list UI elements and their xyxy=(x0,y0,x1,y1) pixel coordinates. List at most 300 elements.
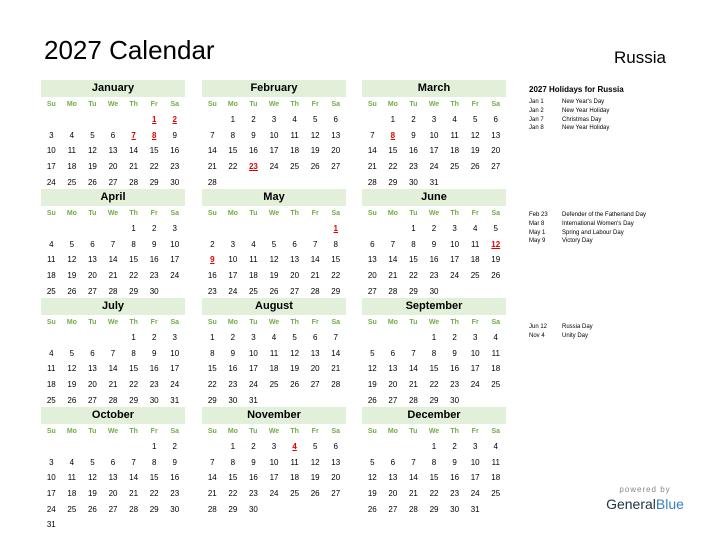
weekday-label: Su xyxy=(207,319,217,326)
empty-day-cell xyxy=(403,439,424,455)
day-cell: 7 xyxy=(110,348,116,358)
day-cell: 20 xyxy=(388,380,398,390)
day-cell: 27 xyxy=(331,489,341,499)
day-cell: 17 xyxy=(170,255,180,265)
day-cell: 28 xyxy=(129,504,139,514)
day-cell: 5 xyxy=(370,457,375,467)
day-cell: 19 xyxy=(367,489,377,499)
day-cell: 31 xyxy=(429,177,439,187)
day-cell: 16 xyxy=(248,146,258,156)
day-cell: 10 xyxy=(170,239,180,249)
week-row xyxy=(41,486,185,502)
weekday-label: We xyxy=(268,210,280,217)
week-row xyxy=(362,268,506,284)
week-row xyxy=(362,330,506,346)
weekday-label: Fr xyxy=(471,210,479,217)
day-cell: 1 xyxy=(131,333,136,342)
holiday-name: Christmas Day xyxy=(562,116,602,123)
day-cell: 12 xyxy=(87,146,97,156)
day-cell: 4 xyxy=(49,348,54,358)
empty-day-cell xyxy=(103,112,124,128)
month-july xyxy=(41,298,185,408)
day-cell: 18 xyxy=(46,271,56,281)
day-cell: 8 xyxy=(151,457,157,467)
day-cell: 29 xyxy=(408,286,418,296)
day-cell: 3 xyxy=(452,224,457,233)
day-cell: 16 xyxy=(207,271,217,281)
weekday-label: Th xyxy=(450,319,459,326)
weekday-label: We xyxy=(428,210,440,217)
weekday-label: We xyxy=(107,101,119,108)
day-cell: 7 xyxy=(110,239,116,249)
week-row xyxy=(41,377,185,393)
day-cell: 7 xyxy=(333,333,338,342)
day-cell: 4 xyxy=(251,239,256,249)
country-name: Russia xyxy=(614,48,666,67)
weekday-label: Mo xyxy=(66,101,77,108)
week-row xyxy=(41,439,185,455)
day-cell: 4 xyxy=(69,130,75,140)
weekday-label: Sa xyxy=(331,428,341,435)
day-cell: 8 xyxy=(230,457,236,467)
weekday-label: Su xyxy=(207,101,217,108)
day-cell: 23 xyxy=(450,489,460,499)
day-cell: 23 xyxy=(170,489,180,499)
day-cell: 27 xyxy=(87,286,97,296)
day-cell: 9 xyxy=(151,348,157,358)
month-november xyxy=(202,407,346,517)
day-cell: 30 xyxy=(450,395,460,405)
weekday-label: Th xyxy=(290,210,299,217)
weekday-label: Fr xyxy=(311,319,319,326)
weekday-label: Tu xyxy=(88,428,97,435)
weekday-label: Th xyxy=(290,101,299,108)
week-row xyxy=(202,128,346,144)
day-cell: 24 xyxy=(170,271,180,281)
holiday-entry xyxy=(529,107,699,116)
day-cell: 25 xyxy=(290,162,300,172)
day-cell: 23 xyxy=(450,380,460,390)
weekday-label: We xyxy=(428,428,440,435)
day-cell: 7 xyxy=(312,239,318,249)
weekday-label: Th xyxy=(129,210,138,217)
day-cell: 16 xyxy=(248,473,258,483)
day-cell: 25 xyxy=(269,380,279,390)
day-cell: 15 xyxy=(129,364,139,374)
day-cell: 3 xyxy=(472,333,478,342)
week-row xyxy=(202,143,346,159)
day-cell: 19 xyxy=(290,364,300,374)
day-cell: 22 xyxy=(149,489,159,499)
day-cell: 23 xyxy=(170,162,180,172)
day-cell: 5 xyxy=(493,224,498,233)
day-cell: 19 xyxy=(269,271,279,281)
day-cell: 16 xyxy=(149,364,159,374)
weekday-label: Fr xyxy=(471,101,479,108)
weekday-label: Sa xyxy=(331,319,341,326)
holiday-day-cell: 7 xyxy=(131,130,136,140)
day-cell: 25 xyxy=(248,286,258,296)
weekday-label: Mo xyxy=(387,101,398,108)
month-december xyxy=(362,407,506,517)
day-cell: 12 xyxy=(310,130,320,140)
weekday-label: Mo xyxy=(227,319,238,326)
day-cell: 22 xyxy=(228,162,238,172)
brand-general: General xyxy=(606,496,656,512)
holiday-date: Mar 8 xyxy=(529,220,545,227)
day-cell: 26 xyxy=(491,271,501,281)
holiday-group-q1 xyxy=(529,98,699,133)
empty-day-cell xyxy=(362,439,383,455)
day-cell: 9 xyxy=(452,457,457,467)
day-cell: 30 xyxy=(170,504,180,514)
day-cell: 20 xyxy=(87,271,97,281)
day-cell: 20 xyxy=(290,271,300,281)
day-cell: 9 xyxy=(411,130,416,140)
day-cell: 15 xyxy=(388,146,398,156)
day-cell: 7 xyxy=(411,457,416,467)
weekday-label: Sa xyxy=(170,210,180,217)
week-row xyxy=(202,502,346,518)
day-cell: 29 xyxy=(388,177,398,187)
day-cell: 29 xyxy=(129,286,139,296)
day-cell: 1 xyxy=(151,442,157,451)
weekday-label: Sa xyxy=(491,428,501,435)
month-title: May xyxy=(202,189,346,206)
holiday-date: May 9 xyxy=(529,238,546,245)
weekday-label: Fr xyxy=(311,210,319,217)
day-cell: 14 xyxy=(207,146,217,156)
day-cell: 15 xyxy=(429,473,439,483)
day-cell: 1 xyxy=(131,224,136,233)
holiday-name: New Year's Day xyxy=(562,99,605,105)
empty-day-cell xyxy=(144,517,165,533)
day-cell: 15 xyxy=(228,146,238,156)
day-cell: 20 xyxy=(388,489,398,499)
day-cell: 7 xyxy=(390,239,396,249)
weekday-label: Fr xyxy=(311,101,319,108)
day-cell: 26 xyxy=(269,286,279,296)
day-cell: 25 xyxy=(491,489,501,499)
month-february xyxy=(202,80,346,190)
weekday-label: Mo xyxy=(387,428,398,435)
day-cell: 14 xyxy=(408,473,418,483)
week-row xyxy=(202,377,346,393)
day-cell: 30 xyxy=(228,395,238,405)
brand-blue: Blue xyxy=(655,496,684,512)
month-title: December xyxy=(362,407,506,424)
weekday-label: Sa xyxy=(331,101,341,108)
day-cell: 31 xyxy=(470,504,480,514)
day-cell: 15 xyxy=(129,255,139,265)
day-cell: 7 xyxy=(210,457,215,467)
empty-day-cell xyxy=(123,112,144,128)
empty-day-cell xyxy=(82,517,103,533)
weekday-label: Fr xyxy=(471,319,479,326)
week-row xyxy=(202,455,346,471)
day-cell: 9 xyxy=(431,239,437,249)
day-cell: 8 xyxy=(431,457,437,467)
day-cell: 16 xyxy=(170,146,180,156)
day-cell: 17 xyxy=(228,271,238,281)
day-cell: 11 xyxy=(67,473,77,483)
empty-day-cell xyxy=(243,221,264,237)
day-cell: 22 xyxy=(149,162,159,172)
day-cell: 16 xyxy=(450,364,460,374)
day-cell: 10 xyxy=(450,239,460,249)
holiday-date: Nov 4 xyxy=(529,332,545,339)
day-cell: 27 xyxy=(290,286,300,296)
day-cell: 24 xyxy=(46,504,56,514)
day-cell: 29 xyxy=(207,395,217,405)
day-cell: 26 xyxy=(470,162,480,172)
weekday-header xyxy=(202,206,346,221)
day-cell: 14 xyxy=(207,473,217,483)
weekday-label: Tu xyxy=(88,101,97,108)
weekday-label: Sa xyxy=(491,101,501,108)
holiday-date: Jun 12 xyxy=(529,324,548,330)
weekday-label: We xyxy=(107,319,119,326)
day-cell: 11 xyxy=(67,146,77,156)
day-cell: 10 xyxy=(248,348,258,358)
day-cell: 11 xyxy=(47,364,56,374)
day-cell: 24 xyxy=(470,489,480,499)
day-cell: 27 xyxy=(310,380,320,390)
day-cell: 6 xyxy=(333,115,338,124)
week-row xyxy=(362,221,506,237)
weekday-label: Sa xyxy=(170,428,180,435)
day-cell: 21 xyxy=(408,489,418,499)
empty-day-cell xyxy=(485,502,506,518)
month-title: November xyxy=(202,407,346,424)
week-row xyxy=(41,361,185,377)
holiday-day-cell: 4 xyxy=(292,442,297,451)
day-cell: 24 xyxy=(429,162,439,172)
day-cell: 14 xyxy=(331,348,341,358)
day-cell: 10 xyxy=(46,473,56,483)
day-cell: 27 xyxy=(367,286,377,296)
day-cell: 24 xyxy=(470,380,480,390)
day-cell: 17 xyxy=(470,364,480,374)
weekday-label: Su xyxy=(367,210,377,217)
weekday-label: We xyxy=(107,210,119,217)
day-cell: 26 xyxy=(67,395,77,405)
day-cell: 3 xyxy=(49,130,54,140)
weekday-label: We xyxy=(107,428,119,435)
day-cell: 17 xyxy=(170,364,180,374)
day-cell: 1 xyxy=(390,115,396,124)
day-cell: 9 xyxy=(251,130,256,140)
day-cell: 17 xyxy=(46,162,56,172)
day-cell: 16 xyxy=(149,255,159,265)
day-cell: 13 xyxy=(388,364,398,374)
holiday-day-cell: 8 xyxy=(390,130,396,140)
day-cell: 14 xyxy=(408,364,418,374)
week-row xyxy=(362,346,506,362)
week-row xyxy=(41,502,185,518)
day-cell: 27 xyxy=(491,162,501,172)
empty-day-cell xyxy=(82,221,103,237)
day-cell: 7 xyxy=(370,130,375,140)
day-cell: 13 xyxy=(491,130,501,140)
day-cell: 2 xyxy=(210,239,215,249)
day-cell: 10 xyxy=(46,146,56,156)
day-cell: 21 xyxy=(207,162,217,172)
day-cell: 21 xyxy=(129,162,139,172)
holiday-entry xyxy=(529,220,699,229)
holiday-group-q3 xyxy=(529,323,699,341)
empty-day-cell xyxy=(103,439,124,455)
holiday-day-cell: 8 xyxy=(151,130,157,140)
day-cell: 12 xyxy=(310,457,320,467)
day-cell: 30 xyxy=(429,286,439,296)
day-cell: 9 xyxy=(452,348,457,358)
week-row xyxy=(202,237,346,253)
day-cell: 28 xyxy=(388,286,398,296)
day-cell: 2 xyxy=(151,224,157,233)
day-cell: 11 xyxy=(471,239,480,249)
day-cell: 17 xyxy=(248,364,258,374)
day-cell: 6 xyxy=(292,239,297,249)
day-cell: 1 xyxy=(411,224,416,233)
month-title: March xyxy=(362,80,506,97)
week-row xyxy=(202,486,346,502)
day-cell: 6 xyxy=(493,115,498,124)
day-cell: 2 xyxy=(411,115,416,124)
day-cell: 11 xyxy=(491,457,500,467)
weekday-header xyxy=(41,206,185,221)
day-cell: 21 xyxy=(108,380,118,390)
weekday-label: Su xyxy=(367,101,377,108)
day-cell: 27 xyxy=(388,395,398,405)
holiday-name: Spring and Labour Day xyxy=(562,229,624,236)
week-row xyxy=(41,455,185,471)
week-row xyxy=(202,470,346,486)
holiday-date: Jan 2 xyxy=(529,107,544,114)
week-row xyxy=(41,237,185,253)
holiday-name: Victory Day xyxy=(562,238,593,245)
day-cell: 16 xyxy=(429,255,439,265)
day-cell: 18 xyxy=(46,380,56,390)
weekday-label: Tu xyxy=(409,428,418,435)
day-cell: 4 xyxy=(493,333,498,342)
day-cell: 28 xyxy=(331,380,341,390)
day-cell: 8 xyxy=(333,239,338,249)
day-cell: 6 xyxy=(110,457,116,467)
day-cell: 24 xyxy=(269,489,279,499)
day-cell: 20 xyxy=(491,146,501,156)
day-cell: 18 xyxy=(67,489,77,499)
week-row xyxy=(202,159,346,175)
day-cell: 5 xyxy=(472,115,478,124)
holiday-date: Jan 7 xyxy=(529,116,544,123)
empty-day-cell xyxy=(284,502,305,518)
week-row xyxy=(41,346,185,362)
day-cell: 10 xyxy=(269,130,279,140)
day-cell: 14 xyxy=(108,255,118,265)
week-row xyxy=(202,361,346,377)
day-cell: 10 xyxy=(470,348,480,358)
weekday-label: Fr xyxy=(150,428,158,435)
day-cell: 22 xyxy=(129,380,139,390)
day-cell: 2 xyxy=(452,333,457,342)
day-cell: 13 xyxy=(290,255,300,265)
day-cell: 15 xyxy=(149,473,159,483)
day-cell: 20 xyxy=(310,364,320,374)
day-cell: 23 xyxy=(149,380,159,390)
day-cell: 26 xyxy=(87,504,97,514)
day-cell: 19 xyxy=(87,489,97,499)
day-cell: 13 xyxy=(388,473,398,483)
day-cell: 21 xyxy=(388,271,398,281)
empty-day-cell xyxy=(103,330,124,346)
day-cell: 29 xyxy=(149,504,159,514)
day-cell: 4 xyxy=(452,115,457,124)
day-cell: 25 xyxy=(67,504,77,514)
day-cell: 21 xyxy=(108,271,118,281)
day-cell: 28 xyxy=(207,177,217,187)
day-cell: 8 xyxy=(131,348,136,358)
month-august xyxy=(202,298,346,408)
day-cell: 12 xyxy=(67,364,77,374)
weekday-label: Su xyxy=(46,428,56,435)
day-cell: 20 xyxy=(331,473,341,483)
day-cell: 15 xyxy=(331,255,341,265)
holiday-name: New Year Holiday xyxy=(562,107,610,114)
day-cell: 13 xyxy=(331,457,341,467)
empty-day-cell xyxy=(82,439,103,455)
day-cell: 16 xyxy=(170,473,180,483)
day-cell: 10 xyxy=(269,457,279,467)
day-cell: 3 xyxy=(472,442,478,451)
day-cell: 10 xyxy=(170,348,180,358)
week-row xyxy=(41,143,185,159)
holiday-name: Russia Day xyxy=(562,324,593,330)
day-cell: 18 xyxy=(290,473,300,483)
empty-day-cell xyxy=(82,330,103,346)
weekday-label: Tu xyxy=(409,210,418,217)
weekday-label: Fr xyxy=(150,101,158,108)
day-cell: 30 xyxy=(408,177,418,187)
day-cell: 27 xyxy=(108,504,118,514)
day-cell: 28 xyxy=(129,177,139,187)
week-row xyxy=(41,268,185,284)
day-cell: 30 xyxy=(170,177,180,187)
month-title: June xyxy=(362,189,506,206)
holiday-list-title: 2027 Holidays for Russia xyxy=(529,85,624,94)
day-cell: 2 xyxy=(431,224,437,233)
week-row xyxy=(362,237,506,253)
day-cell: 28 xyxy=(108,286,118,296)
week-row xyxy=(202,252,346,268)
weekday-label: Su xyxy=(367,319,377,326)
day-cell: 6 xyxy=(90,239,95,249)
day-cell: 4 xyxy=(493,442,498,451)
powered-by-text: powered by xyxy=(619,485,671,494)
day-cell: 6 xyxy=(333,442,338,451)
week-row xyxy=(202,268,346,284)
day-cell: 15 xyxy=(429,364,439,374)
weekday-label: Sa xyxy=(491,319,501,326)
week-row xyxy=(202,112,346,128)
day-cell: 15 xyxy=(207,364,217,374)
week-row xyxy=(202,439,346,455)
holiday-entry xyxy=(529,211,699,220)
holiday-name: Unity Day xyxy=(562,332,589,339)
day-cell: 13 xyxy=(331,130,341,140)
day-cell: 24 xyxy=(248,380,258,390)
day-cell: 25 xyxy=(450,162,460,172)
